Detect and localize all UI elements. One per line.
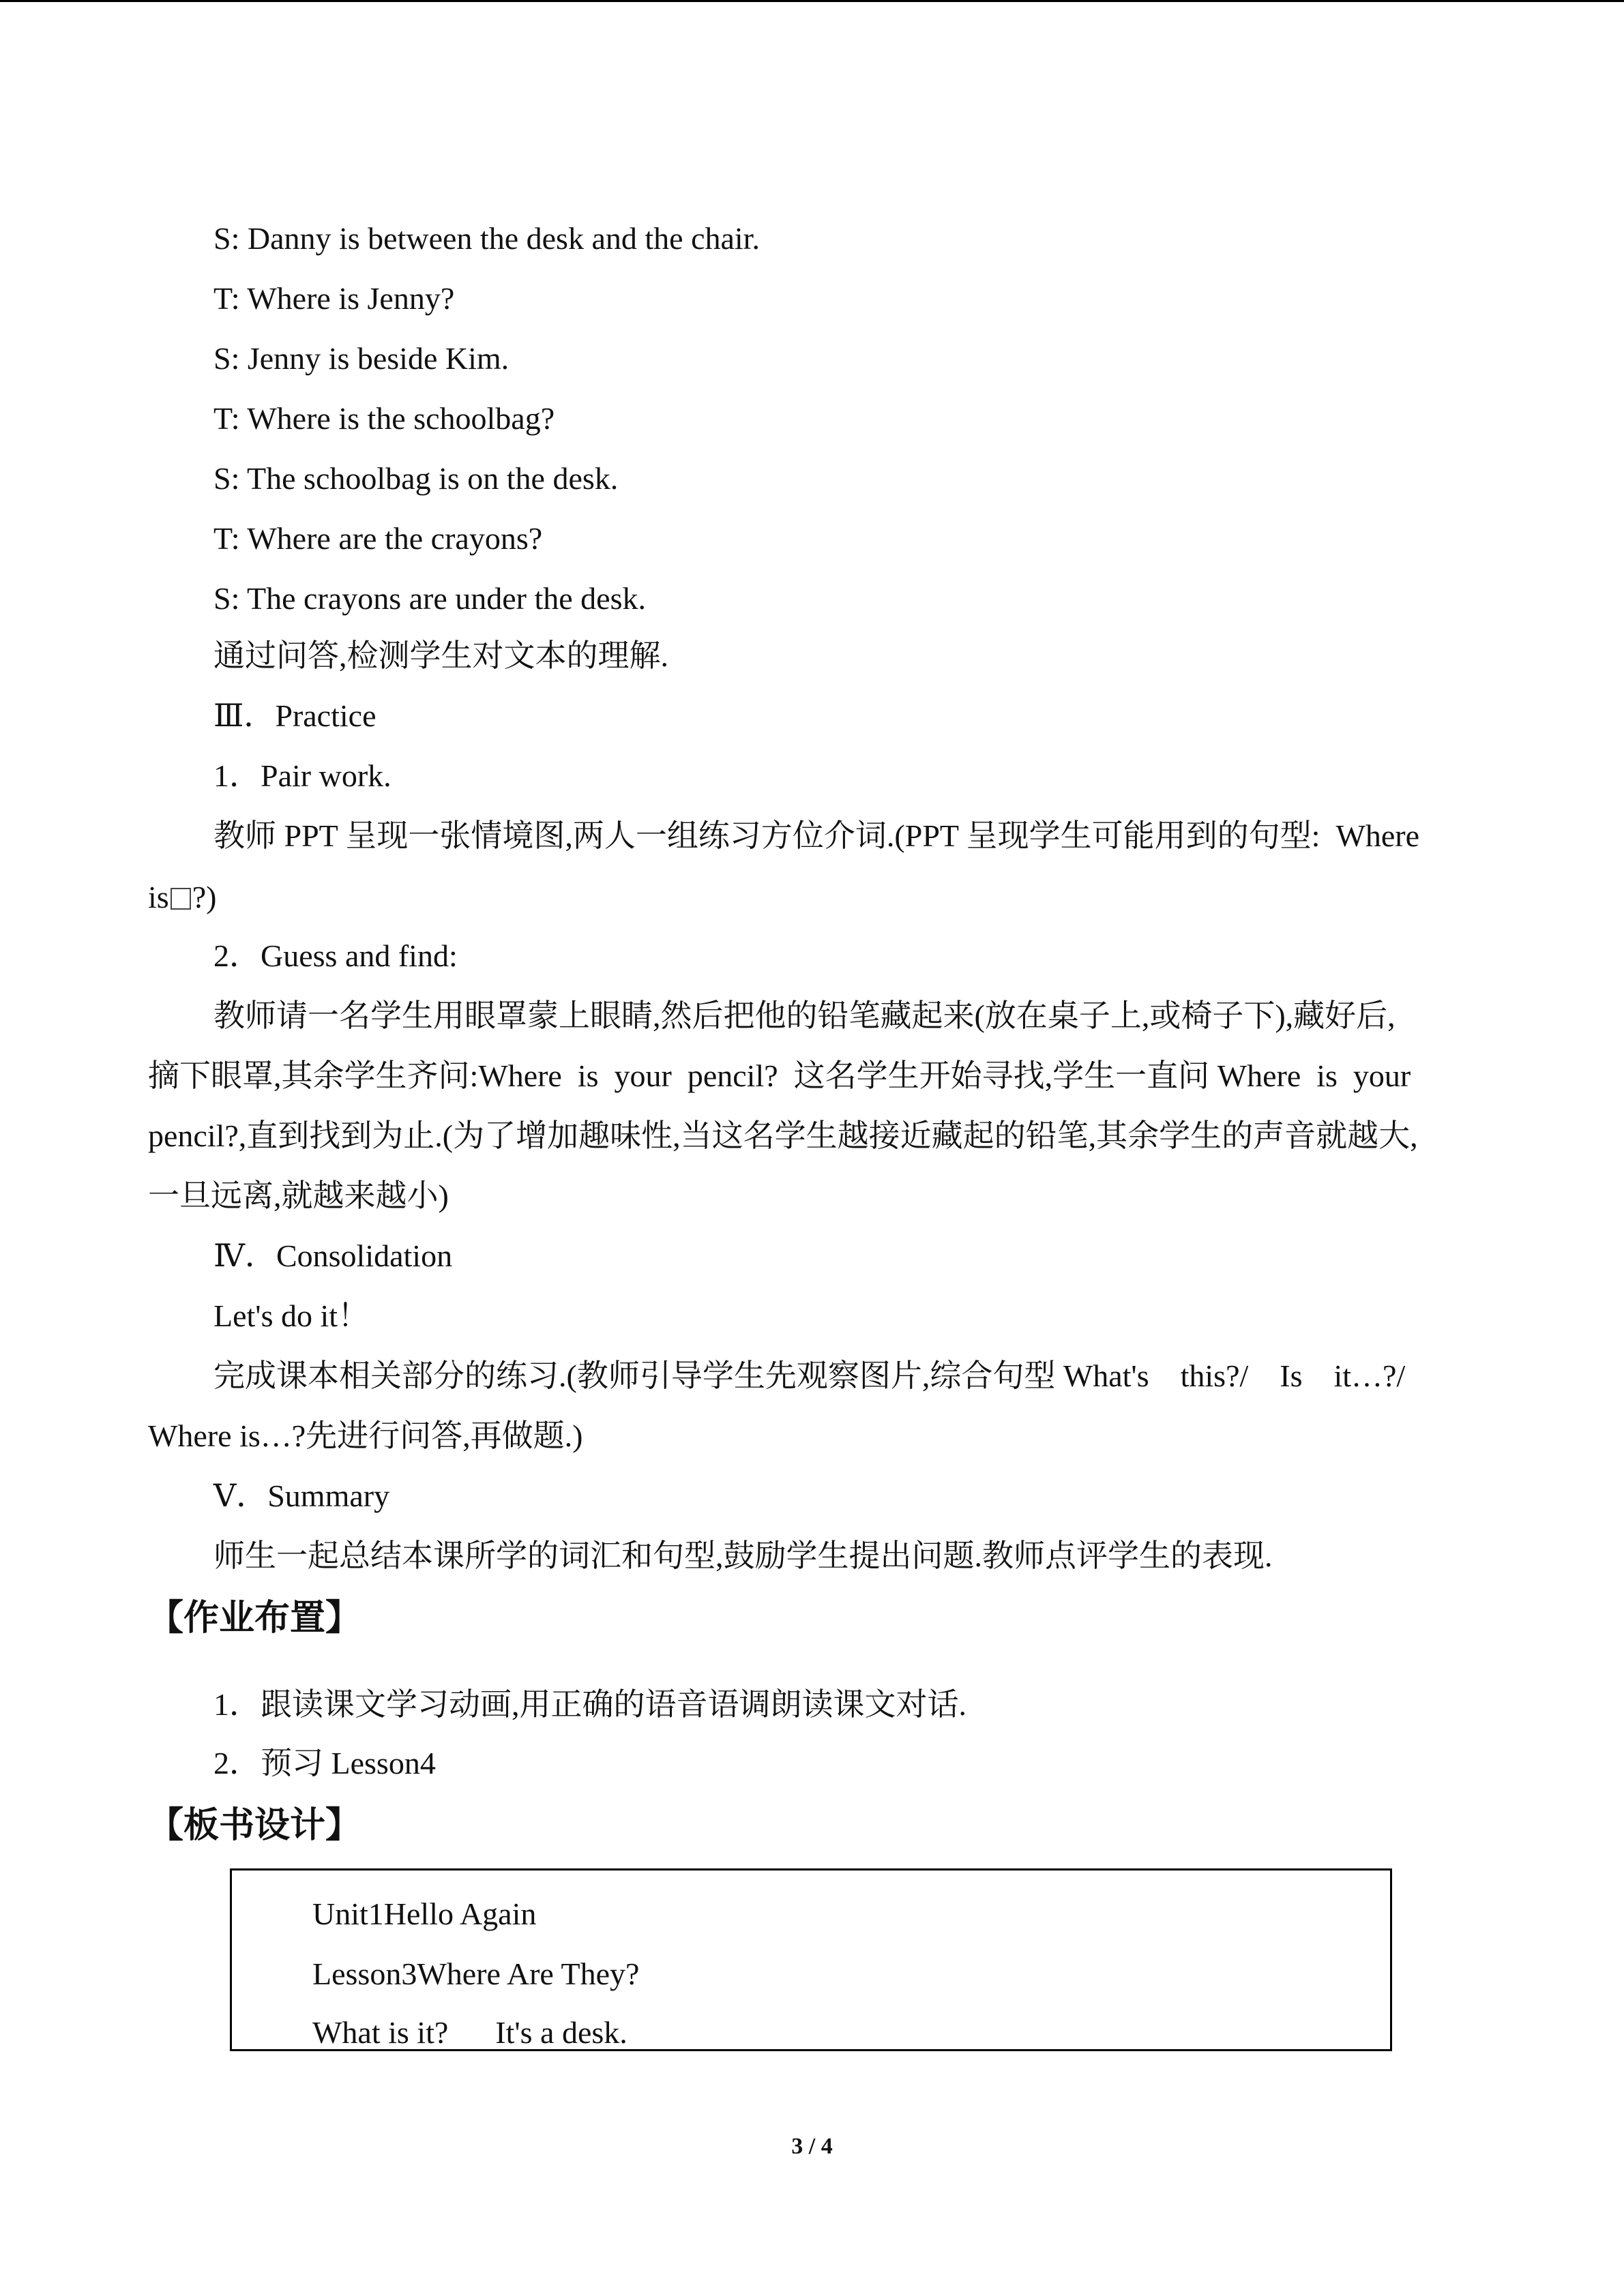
homework-heading: 【作业布置】 [148, 1598, 361, 1639]
board-design-box [230, 1868, 1392, 2051]
dialogue-line: S: Jenny is beside Kim. [213, 341, 510, 376]
dialogue-line: S: The schoolbag is on the desk. [213, 461, 619, 496]
page-top-border [0, 0, 1624, 2]
practice-item2-desc: 教师请一名学生用眼罩蒙上眼睛,然后把他的铅笔藏起来(放在桌子上,或椅子下),藏好后, [213, 998, 1396, 1033]
practice-item1-desc: 教师 PPT 呈现一张情境图,两人一组练习方位介词.(PPT 呈现学生可能用到的句型: Where [213, 818, 1420, 853]
page-number: 3 / 4 [791, 2134, 833, 2159]
placeholder-box-icon [171, 888, 191, 910]
dialogue-line: T: Where is the schoolbag? [213, 401, 555, 436]
consolidation-desc: 完成课本相关部分的练习.(教师引导学生先观察图片,综合句型 What's this?/ Is it…?/ [213, 1358, 1406, 1393]
practice-item1-title: 1．Pair work. [213, 758, 392, 793]
practice-item2-desc-cont: pencil?,直到找到为止.(为了增加趣味性,当这名学生越接近藏起的铅笔,其余学生的声音就越大, [148, 1118, 1418, 1153]
dialogue-line: S: The crayons are under the desk. [213, 581, 647, 616]
practice-heading: Ⅲ．Practice [213, 698, 377, 733]
practice-item1-desc-cont [148, 878, 216, 917]
practice-item1-desc-post: ?) [192, 880, 217, 914]
consolidation-desc-cont: Where is…?先进行问答,再做题.) [148, 1418, 583, 1453]
practice-item2-desc-cont: 摘下眼罩,其余学生齐问:Where is your pencil? 这名学生开始寻找,学生一直问 Where is your [148, 1058, 1411, 1093]
practice-item1-desc-pre: is [148, 880, 169, 914]
dialogue-line: T: Where are the crayons? [213, 521, 543, 556]
dialogue-line: T: Where is Jenny? [213, 281, 455, 316]
homework-item: 1．跟读课文学习动画,用正确的语音语调朗读课文对话. [213, 1687, 966, 1722]
summary-desc: 师生一起总结本课所学的词汇和句型,鼓励学生提出问题.教师点评学生的表现. [213, 1538, 1273, 1573]
dialogue-line: S: Danny is between the desk and the chair. [213, 221, 760, 256]
homework-item: 2．预习 Lesson4 [213, 1746, 436, 1780]
board-line: Unit1Hello Again [312, 1896, 537, 1931]
practice-item2-title: 2．Guess and find: [213, 938, 458, 973]
consolidation-sub: Let's do it！ [213, 1298, 370, 1333]
board-design-heading: 【板书设计】 [148, 1805, 361, 1846]
practice-item2-desc-cont: 一旦远离,就越来越小) [148, 1178, 449, 1213]
board-line: What is it? It's a desk. [312, 2015, 628, 2050]
dialogue-note: 通过问答,检测学生对文本的理解. [213, 638, 668, 673]
board-line: Lesson3Where Are They? [312, 1956, 640, 1991]
summary-heading: Ⅴ．Summary [213, 1478, 390, 1513]
consolidation-heading: Ⅳ．Consolidation [213, 1238, 453, 1273]
